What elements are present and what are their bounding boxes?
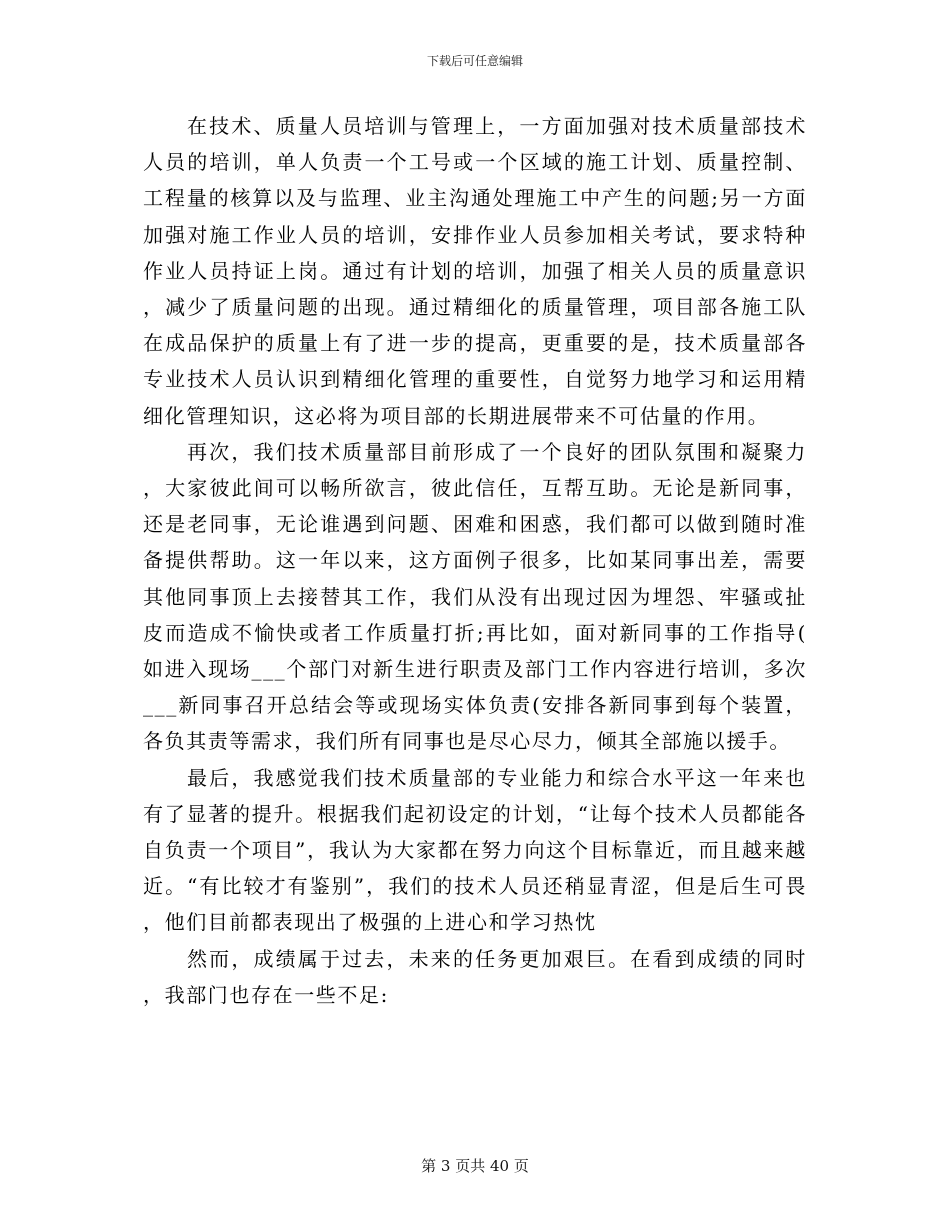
paragraph-shortcomings: 然而，成绩属于过去，未来的任务更加艰巨。在看到成绩的同时，我部门也存在一些不足:	[143, 946, 807, 1007]
page-number-footer: 第 3 页共 40 页	[421, 1157, 529, 1175]
paragraph-training-management: 在技术、质量人员培训与管理上，一方面加强对技术质量部技术人员的培训，单人负责一个工号或一个区域的施工计划、质量控制、工程量的核算以及与监理、业主沟通处理施工中产生的问题;另一方面加强对施工作业人员的培训，安排作业人员参加相关考试，要求特种作业人员持证上岗。通过有计划的培训，加强了相关人员的质量意识，减少了质量问题的出现。通过精细化的质量管理，项目部各施工队在成品保护的质量上有了进一步的提高，更重要的是，技术质量部各专业技术人员认识到精细化管理的重要性，自觉努力地学习和运用精细化管理知识，这必将为项目部的长期进展带来不可估量的作用。	[143, 114, 807, 428]
document-body	[143, 108, 807, 1013]
paragraph-professional-ability: 最后，我感觉我们技术质量部的专业能力和综合水平这一年来也有了显著的提升。根据我们起初设定的计划，“让每个技术人员都能各自负责一个项目”，我认为大家都在努力向这个目标靠近，而且越来越近。“有比较才有鉴别”，我们的技术人员还稍显青涩，但是后生可畏，他们目前都表现出了极强的上进心和学习热忱	[143, 765, 807, 935]
page-header: 下载后可任意编辑	[426, 54, 523, 68]
paragraph-team-cohesion: 再次，我们技术质量部目前形成了一个良好的团队氛围和凝聚力，大家彼此间可以畅所欲言，彼此信任，互帮互助。无论是新同事，还是老同事，无论谁遇到问题、困难和困惑，我们都可以做到随时准备提供帮助。这一年以来，这方面例子很多，比如某同事出差，需要其他同事顶上去接替其工作，我们从没有出现过因为埋怨、牢骚或扯皮而造成不愉快或者工作质量打折;再比如，面对新同事的工作指导(如进入现场___个部门对新生进行职责及部门工作内容进行培训，多次___新同事召开总结会等或现场实体负责(安排各新同事到每个装置，各负其责等需求，我们所有同事也是尽心尽力，倾其全部施以援手。	[143, 439, 807, 754]
